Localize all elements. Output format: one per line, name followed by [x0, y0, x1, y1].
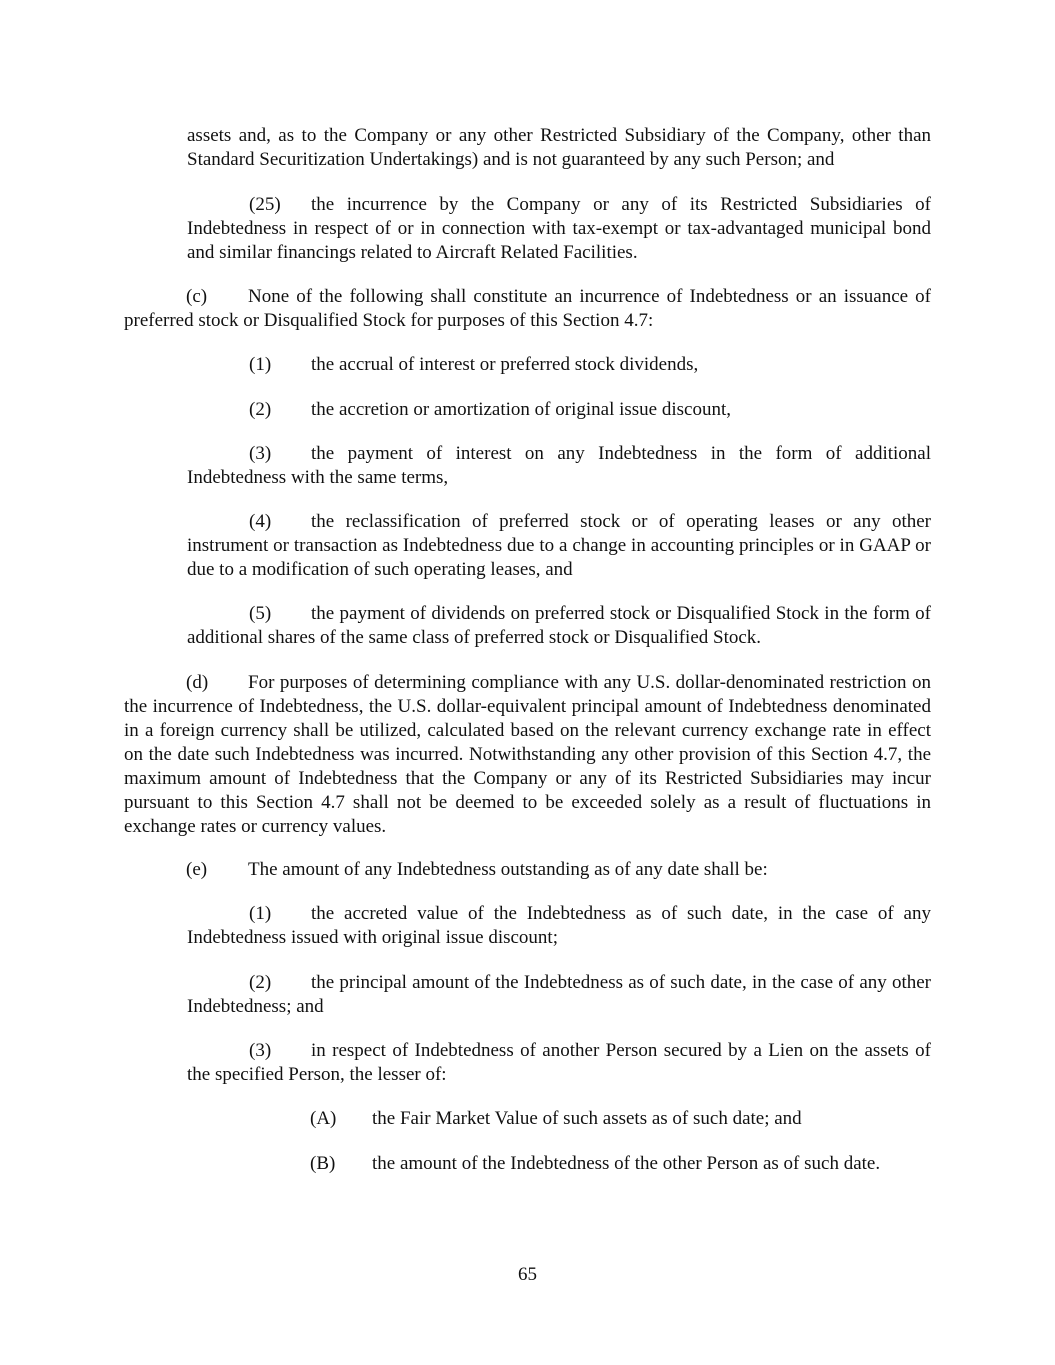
section-letter: (d)	[186, 672, 209, 693]
clause-number: (5)	[249, 603, 272, 624]
clause-number: (25)	[249, 194, 281, 215]
clause-text: the accreted value of the Indebtedness as of such date, in the case of any Indebtedness issued with original issue discount;	[187, 903, 931, 948]
clause-text: in respect of Indebtedness of another Person secured by a Lien on the assets of the specified Person, the lesser of:	[187, 1040, 931, 1085]
clause-text: the principal amount of the Indebtedness as of such date, in the case of any other Indebtedness; and	[187, 972, 931, 1017]
clause-text: the accretion or amortization of original issue discount,	[311, 399, 731, 420]
clause-text: the payment of dividends on preferred stock or Disqualified Stock in the form of additional shares of the same class of preferred stock or Disqualified Stock.	[187, 603, 931, 648]
clause-number: (3)	[249, 1040, 272, 1061]
paragraph-text: assets and, as to the Company or any other Restricted Subsidiary of the Company, other than Standard Securitization Undertakings) and is not guaranteed by any such Person; and	[187, 125, 931, 170]
clause-25	[187, 193, 931, 265]
continuation-paragraph	[187, 124, 931, 172]
clause-e1	[187, 902, 931, 950]
section-letter: (c)	[186, 286, 208, 307]
section-e	[124, 858, 931, 882]
clause-text: the incurrence by the Company or any of its Restricted Subsidiaries of Indebtedness in respect of or in connection with tax-exempt or tax-advantaged municipal bond and similar financings related to Aircraft Related Facilities.	[187, 194, 931, 263]
section-letter: (e)	[186, 859, 208, 880]
clause-number: (1)	[249, 354, 272, 375]
clause-number: (3)	[249, 443, 272, 464]
section-d	[124, 671, 931, 839]
section-text: For purposes of determining compliance with any U.S. dollar-denominated restriction on the incurrence of Indebtedness, the U.S. dollar-equivalent principal amount of Indebtedness denominated in a foreign currency shall be utilized, calculated based on the relevant currency exchange rate in effect on the date such Indebtedness was incurred. Notwithstanding any other provision of this Section 4.7, the maximum amount of Indebtedness that the Company or any of its Restricted Subsidiaries may incur pursuant to this Section 4.7 shall not be deemed to be exceeded solely as a result of fluctuations in exchange rates or currency values.	[124, 672, 931, 837]
clause-e2	[187, 971, 931, 1019]
clause-c1	[187, 353, 931, 377]
subclause-text: the Fair Market Value of such assets as of such date; and	[372, 1108, 802, 1129]
section-text: The amount of any Indebtedness outstanding as of any date shall be:	[248, 859, 768, 880]
clause-text: the reclassification of preferred stock or of operating leases or any other instrument or transaction as Indebtedness due to a change in accounting principles or in GAAP or due to a modification of such operating leases, and	[187, 511, 931, 580]
subclause-letter: (B)	[310, 1153, 336, 1174]
clause-number: (4)	[249, 511, 272, 532]
subclause-B	[310, 1152, 931, 1176]
clause-e3	[187, 1039, 931, 1087]
subclause-A	[310, 1107, 931, 1131]
clause-c4	[187, 510, 931, 582]
clause-text: the payment of interest on any Indebtedness in the form of additional Indebtedness with the same terms,	[187, 443, 931, 488]
clause-text: the accrual of interest or preferred stock dividends,	[311, 354, 699, 375]
clause-number: (1)	[249, 903, 272, 924]
clause-c3	[187, 442, 931, 490]
page-number: 65	[518, 1264, 537, 1285]
subclause-letter: (A)	[310, 1108, 337, 1129]
subclause-text: the amount of the Indebtedness of the other Person as of such date.	[372, 1153, 881, 1174]
clause-number: (2)	[249, 399, 272, 420]
clause-c5	[187, 602, 931, 650]
clause-c2	[187, 398, 931, 422]
section-c	[124, 285, 931, 333]
section-text: None of the following shall constitute an incurrence of Indebtedness or an issuance of preferred stock or Disqualified Stock for purposes of this Section 4.7:	[124, 286, 931, 331]
clause-number: (2)	[249, 972, 272, 993]
